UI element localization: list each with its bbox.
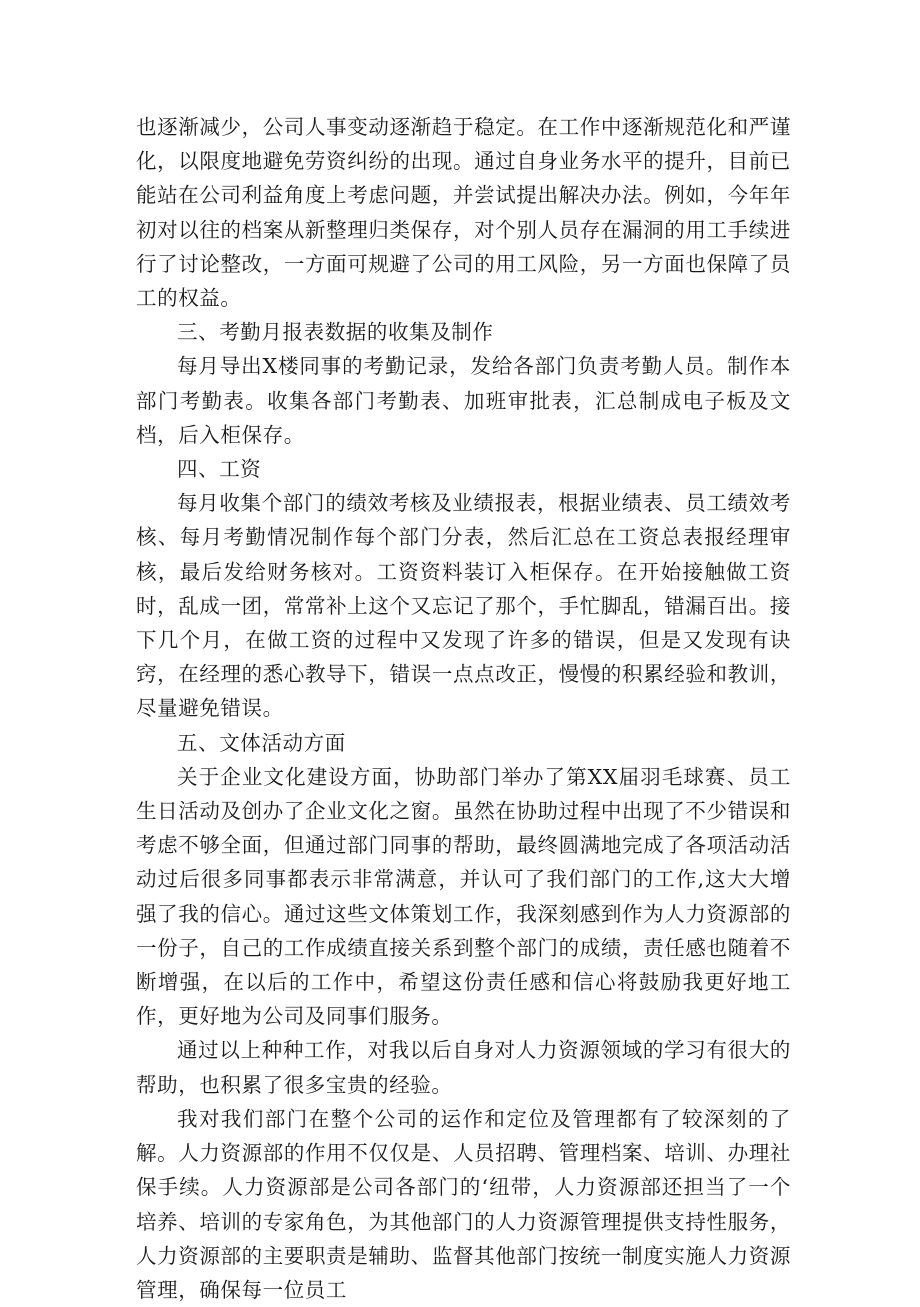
section-heading-salary: 四、工资 <box>177 457 262 482</box>
document-body <box>136 110 791 1307</box>
section-heading-attendance: 三、考勤月报表数据的收集及制作 <box>177 320 494 345</box>
paragraph-salary: 每月收集个部门的绩效考核及业绩报表，根据业绩表、员工绩效考核、每月考勤情况制作每个部门分表，然后汇总在工资总表报经理审核，最后发给财务核对。工资资料装订入柜保存。在开始接触做工资时，乱成一团，常常补上这个又忘记了那个，手忙脚乱，错漏百出。接下几个月，在做工资的过程中又发现了许多的错误，但是又发现有诀窍，在经理的悉心教导下，错误一点点改正，慢慢的积累经验和教训，尽量避免错误。 <box>136 491 791 721</box>
paragraph-attendance: 每月导出X楼同事的考勤记录，发给各部门负责考勤人员。制作本部门考勤表。收集各部门考勤表、加班审批表，汇总制成电子板及文档，后入柜保存。 <box>136 354 791 447</box>
paragraph-activities: 关于企业文化建设方面，协助部门举办了第XX届羽毛球赛、员工生日活动及创办了企业文化之窗。虽然在协助过程中出现了不少错误和考虑不够全面，但通过部门同事的帮助，最终圆满地完成了各项活动活动过后很多同事都表示非常满意，并认可了我们部门的工作,这大大增强了我的信心。通过这些文体策划工作，我深刻感到作为人力资源部的一份子，自己的工作成绩直接关系到整个部门的成绩，责任感也随着不断增强，在以后的工作中，希望这份责任感和信心将鼓励我更好地工作，更好地为公司及同事们服务。 <box>136 764 791 1029</box>
section-heading-activities: 五、文体活动方面 <box>177 730 346 755</box>
paragraph-summary: 通过以上种种工作，对我以后自身对人力资源领域的学习有很大的帮助，也积累了很多宝贵的经验。 <box>136 1038 791 1097</box>
paragraph-department-role: 我对我们部门在整个公司的运作和定位及管理都有了较深刻的了解。人力资源部的作用不仅仅是、人员招聘、管理档案、培训、办理社保手续。人力资源部是公司各部门的‘纽带，人力资源部还担当了一个培养、培训的专家角色，为其他部门的人力资源管理提供支持性服务，人力资源部的主要职责是辅助、监督其他部门按统一制度实施人力资源管理，确保每一位员工 <box>136 1106 791 1302</box>
paragraph-continuation: 也逐渐减少，公司人事变动逐渐趋于稳定。在工作中逐渐规范化和严谨化，以限度地避免劳资纠纷的出现。通过自身业务水平的提升，目前已能站在公司利益角度上考虑问题，并尝试提出解决办法。例如，今年年初对以往的档案从新整理归类保存，对个别人员存在漏洞的用工手续进行了讨论整改，一方面可规避了公司的用工风险，另一方面也保障了员工的权益。 <box>136 115 791 311</box>
